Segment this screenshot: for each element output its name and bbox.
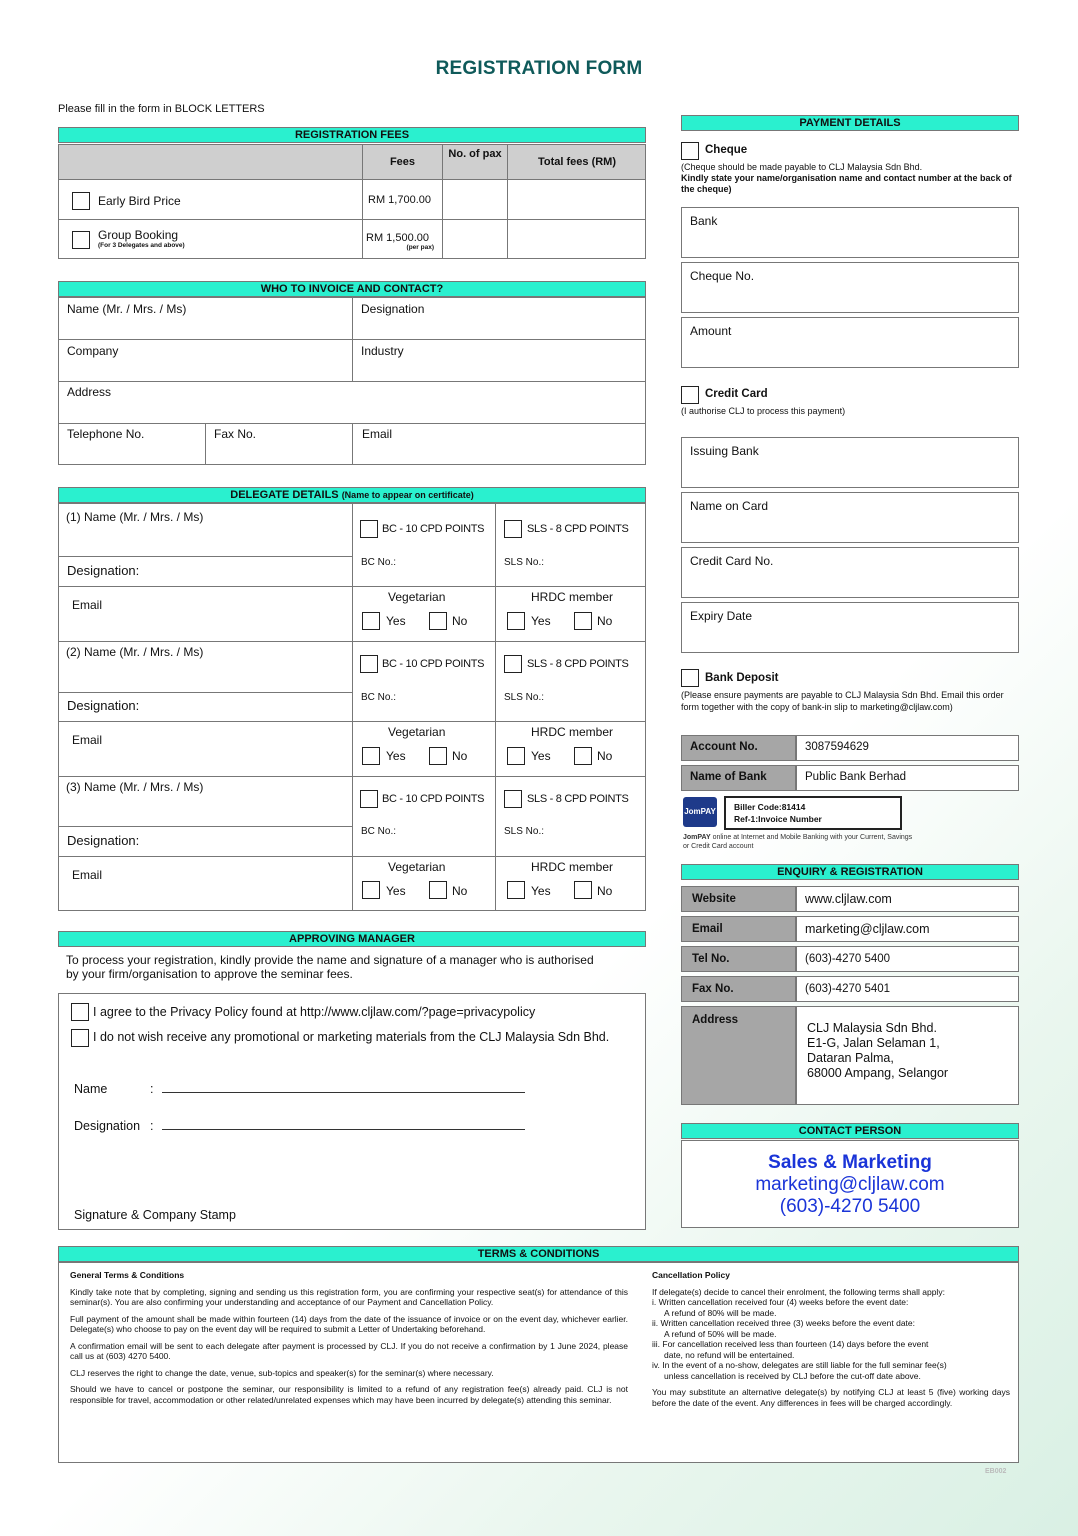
- terms-p3: A confirmation email will be sent to each delegate after payment is processed by CLJ. If you do not receive a confirmation by 1 June 2024, please call us at (603) 4270 5400.: [70, 1340, 628, 1361]
- delegate3-designation-field[interactable]: Designation:: [67, 833, 140, 848]
- no-marketing-label: I do not wish receive any promotional or marketing materials from the CLJ Malaysia Sdn Bhd.: [93, 1030, 610, 1044]
- manager-designation-colon: :: [150, 1119, 154, 1133]
- contact-box: [681, 1140, 1019, 1228]
- manager-name-label: Name: [74, 1082, 108, 1096]
- delegate2-hrdc-yes: Yes: [531, 749, 551, 763]
- delegate-header-note: (Name to appear on certificate): [341, 490, 474, 500]
- amount-label: Amount: [690, 324, 732, 338]
- delegate1-hrdc-no: No: [597, 614, 613, 628]
- privacy-label: I agree to the Privacy Policy found at http://www.cljlaw.com/?page=privacypolicy: [93, 1005, 536, 1019]
- cancel-5: You may substitute an alternative delegate(s) by notifying CLJ at least 5 (five) working days before the date of the event. Any differences in fees will be charged accordingly.: [652, 1387, 1010, 1408]
- approving-header: APPROVING MANAGER: [58, 931, 646, 947]
- terms-p5: Should we have to cancel or postpone the seminar, our responsibility is limited to a refund of any registration fee(s) already paid. CLJ is not responsible for travel, accommodation or other related/unrelated expenses which may have been incurred by delegate(s) attending this seminar.: [70, 1384, 628, 1405]
- delegate2-veg-yes: Yes: [386, 749, 406, 763]
- delegate3-hrdc-label: HRDC member: [531, 860, 614, 874]
- cheque-no-label: Cheque No.: [690, 269, 755, 283]
- delegate2-hrdc-yes-checkbox[interactable]: [507, 747, 525, 765]
- delegate3-veg-no: No: [452, 884, 468, 898]
- delegate1-bc-label: BC - 10 CPD POINTS: [382, 523, 485, 535]
- delegate2-sls-no[interactable]: SLS No.:: [504, 692, 545, 703]
- delegate3-bc-label: BC - 10 CPD POINTS: [382, 793, 485, 805]
- early-bird-label: Early Bird Price: [98, 194, 181, 208]
- delegate-header-title: DELEGATE DETAILS: [230, 489, 339, 501]
- website-value[interactable]: www.cljlaw.com: [796, 886, 1019, 912]
- instruction-text: Please fill in the form in BLOCK LETTERS: [58, 103, 265, 115]
- contact-phone: (603)-4270 5400: [779, 1196, 921, 1217]
- delegate1-sls-label: SLS - 8 CPD POINTS: [527, 523, 629, 535]
- cheque-label: Cheque: [705, 144, 748, 156]
- general-terms-title: General Terms & Conditions: [70, 1270, 185, 1280]
- cancel-3b: date, no refund will be entertained.: [664, 1349, 795, 1360]
- jompay-note-text: online at Internet and Mobile Banking with your Current, Savings or Credit Card account: [683, 834, 913, 850]
- cancellation-title: Cancellation Policy: [652, 1270, 730, 1280]
- cheque-note: [681, 162, 1019, 195]
- enquiry-email-value[interactable]: marketing@cljlaw.com: [796, 916, 1019, 942]
- group-booking-label: Group Booking: [98, 228, 179, 242]
- delegate3-hrdc-no: No: [597, 884, 613, 898]
- signature-label[interactable]: Signature & Company Stamp: [74, 1208, 236, 1222]
- delegate3-hrdc-yes: Yes: [531, 884, 551, 898]
- delegate2-name-field[interactable]: (2) Name (Mr. / Mrs. / Ms): [66, 645, 204, 659]
- amount-field[interactable]: [681, 317, 1019, 368]
- delegate3-sls-checkbox[interactable]: [504, 790, 522, 808]
- delegate-section: [58, 503, 646, 911]
- delegate2-veg-no: No: [452, 749, 468, 763]
- issuing-bank-label: Issuing Bank: [690, 444, 759, 458]
- delegate2-sls-label: SLS - 8 CPD POINTS: [527, 658, 629, 670]
- enquiry-header: ENQUIRY & REGISTRATION: [681, 864, 1019, 880]
- tel-value: (603)-4270 5400: [796, 946, 1019, 972]
- delegate1-veg-no-checkbox[interactable]: [429, 612, 447, 630]
- cancel-2b: A refund of 50% will be made.: [664, 1328, 777, 1339]
- fax-value: (603)-4270 5401: [796, 976, 1019, 1002]
- early-bird-price: RM 1,700.00: [362, 180, 442, 220]
- delegate2-veg-yes-checkbox[interactable]: [362, 747, 380, 765]
- delegate2-veg-label: Vegetarian: [388, 725, 446, 739]
- delegate2-hrdc-label: HRDC member: [531, 725, 614, 739]
- name-on-card-label: Name on Card: [690, 499, 769, 513]
- early-bird-checkbox[interactable]: [72, 192, 90, 210]
- account-no-value: 3087594629: [796, 735, 1019, 761]
- group-pax[interactable]: [442, 220, 507, 259]
- delegate3-sls-label: SLS - 8 CPD POINTS: [527, 793, 629, 805]
- col-fees: Fees: [362, 144, 442, 180]
- delegate1-veg-yes: Yes: [386, 614, 406, 628]
- jompay-note: [683, 834, 913, 851]
- bank-name-value: Public Bank Berhad: [796, 765, 1019, 791]
- bank-label: Bank: [690, 214, 718, 228]
- bank-deposit-note: (Please ensure payments are payable to CLJ Malaysia Sdn Bhd. Email this order form together with the copy of bank-in slip to marketing@cljlaw.com): [681, 690, 1004, 712]
- early-bird-total[interactable]: [507, 180, 646, 220]
- contact-header: CONTACT PERSON: [681, 1123, 1019, 1139]
- delegate3-sls-no[interactable]: SLS No.:: [504, 826, 545, 837]
- delegate1-name-field[interactable]: (1) Name (Mr. / Mrs. / Ms): [66, 510, 204, 524]
- delegate1-hrdc-label: HRDC member: [531, 590, 614, 604]
- delegate2-bc-checkbox[interactable]: [360, 655, 378, 673]
- address-line4: 68000 Ampang, Selangor: [807, 1066, 949, 1080]
- early-bird-pax[interactable]: [442, 180, 507, 220]
- cancel-1: i. Written cancellation received four (4) weeks before the event date:: [652, 1297, 909, 1307]
- bank-deposit-checkbox[interactable]: [681, 669, 699, 687]
- name-on-card-field[interactable]: [681, 492, 1019, 543]
- privacy-checkbox[interactable]: [71, 1003, 89, 1021]
- cheque-note-line1: (Cheque should be made payable to CLJ Malaysia Sdn Bhd.: [681, 162, 923, 172]
- cancel-4: iv. In the event of a no-show, delegates are still liable for the full seminar fee(s): [652, 1360, 947, 1370]
- manager-name-input[interactable]: [162, 1092, 525, 1093]
- cancellation-policy: [652, 1270, 1010, 1408]
- delegate3-email-field[interactable]: Email: [72, 868, 103, 882]
- delegate1-veg-no: No: [452, 614, 468, 628]
- cancel-intro: If delegate(s) decide to cancel their enrolment, the following terms shall apply:: [652, 1286, 945, 1297]
- delegate1-hrdc-yes: Yes: [531, 614, 551, 628]
- delegate3-hrdc-no-checkbox[interactable]: [574, 881, 592, 899]
- form-title: REGISTRATION FORM: [435, 58, 643, 79]
- group-booking-price: RM 1,500.00: [366, 232, 429, 244]
- credit-card-checkbox[interactable]: [681, 386, 699, 404]
- invoice-designation-field[interactable]: Designation: [361, 302, 425, 316]
- delegate1-designation-field[interactable]: Designation:: [67, 563, 140, 578]
- delegate3-veg-yes-checkbox[interactable]: [362, 881, 380, 899]
- fees-table: [58, 144, 646, 259]
- manager-designation-label: Designation: [74, 1119, 141, 1133]
- delegate1-email-field[interactable]: Email: [72, 598, 103, 612]
- invoice-telephone-field[interactable]: Telephone No.: [67, 427, 145, 441]
- delegate1-sls-no[interactable]: SLS No.:: [504, 557, 545, 568]
- address-line1: CLJ Malaysia Sdn Bhd.: [807, 1021, 937, 1035]
- delegate3-veg-label: Vegetarian: [388, 860, 446, 874]
- bank-name-label: Name of Bank: [681, 765, 796, 791]
- cheque-no-field[interactable]: [681, 262, 1019, 313]
- manager-name-colon: :: [150, 1082, 154, 1096]
- delegate1-veg-yes-checkbox[interactable]: [362, 612, 380, 630]
- cancel-1b: A refund of 80% will be made.: [664, 1307, 777, 1318]
- biller-ref: Ref-1:Invoice Number: [734, 814, 822, 824]
- delegate2-email-field[interactable]: Email: [72, 733, 103, 747]
- address-line2: E1-G, Jalan Selaman 1,: [807, 1036, 940, 1050]
- group-price-cell: [362, 220, 442, 259]
- address-label: Address: [681, 1006, 796, 1105]
- contact-name: Sales & Marketing: [768, 1152, 932, 1173]
- expiry-date-field[interactable]: [681, 602, 1019, 653]
- cheque-note-line2: Kindly state your name/organisation name and contact number at the back of the cheque): [681, 173, 1012, 194]
- tel-label: Tel No.: [681, 946, 796, 972]
- delegate3-name-field[interactable]: (3) Name (Mr. / Mrs. / Ms): [66, 780, 204, 794]
- delegate2-bc-no[interactable]: BC No.:: [361, 692, 397, 703]
- invoice-industry-field[interactable]: Industry: [361, 344, 404, 358]
- registration-fees-header: REGISTRATION FEES: [58, 127, 646, 143]
- delegate2-hrdc-no: No: [597, 749, 613, 763]
- delegate3-bc-checkbox[interactable]: [360, 790, 378, 808]
- enquiry-email-label: Email: [681, 916, 796, 942]
- delegate1-hrdc-no-checkbox[interactable]: [574, 612, 592, 630]
- group-booking-note: (For 3 Delegates and above): [98, 242, 185, 249]
- group-booking-checkbox[interactable]: [72, 231, 90, 249]
- biller-code: Biller Code:81414: [734, 802, 806, 812]
- delegate1-bc-checkbox[interactable]: [360, 520, 378, 538]
- delegate2-designation-field[interactable]: Designation:: [67, 698, 140, 713]
- delegate3-bc-no[interactable]: BC No.:: [361, 826, 397, 837]
- no-marketing-checkbox[interactable]: [71, 1029, 89, 1047]
- terms-p4: CLJ reserves the right to change the date, venue, sub-topics and speaker(s) for the seminar(s) where necessary.: [70, 1367, 494, 1378]
- credit-card-no-field[interactable]: [681, 547, 1019, 598]
- delegate1-hrdc-yes-checkbox[interactable]: [507, 612, 525, 630]
- cancel-4b: unless cancellation is received by CLJ before the cut-off date above.: [664, 1370, 921, 1381]
- biller-box: [724, 796, 902, 830]
- delegate3-veg-yes: Yes: [386, 884, 406, 898]
- website-label: Website: [681, 886, 796, 912]
- address-line3: Dataran Palma,: [807, 1051, 894, 1065]
- fax-label: Fax No.: [681, 976, 796, 1002]
- delegate2-sls-checkbox[interactable]: [504, 655, 522, 673]
- general-terms: [70, 1270, 628, 1405]
- terms-p1: Kindly take note that by completing, signing and sending us this registration form, you are confirming your respective seat(s) for attendance of this seminar(s). You are also confirming your understanding and acceptance of our Payment and Cancellation Policy.: [70, 1286, 628, 1307]
- group-total[interactable]: [507, 220, 646, 259]
- bank-deposit-label: Bank Deposit: [705, 672, 779, 684]
- contact-email[interactable]: marketing@cljlaw.com: [755, 1174, 945, 1195]
- manager-designation-input[interactable]: [162, 1129, 525, 1130]
- account-no-label: Account No.: [681, 735, 796, 761]
- invoice-header: WHO TO INVOICE AND CONTACT?: [58, 281, 646, 297]
- delegate3-veg-no-checkbox[interactable]: [429, 881, 447, 899]
- delegate2-veg-no-checkbox[interactable]: [429, 747, 447, 765]
- delegate2-hrdc-no-checkbox[interactable]: [574, 747, 592, 765]
- issuing-bank-field[interactable]: [681, 437, 1019, 488]
- approving-box: [58, 993, 646, 1230]
- credit-card-note: (I authorise CLJ to process this payment): [681, 406, 846, 416]
- payment-header: PAYMENT DETAILS: [681, 115, 1019, 131]
- terms-p2: Full payment of the amount shall be made within fourteen (14) days from the date of the issuance of invoice or on the event day, whichever earlier. Delegate(s) who choose to pay on the event day will be required to submit a Letter of Undertaking beforehand.: [70, 1313, 628, 1334]
- expiry-date-label: Expiry Date: [690, 609, 753, 623]
- invoice-email-field[interactable]: Email: [362, 427, 393, 441]
- delegate-header: [58, 487, 646, 503]
- invoice-section: [58, 297, 646, 465]
- delegate1-veg-label: Vegetarian: [388, 590, 446, 604]
- delegate1-bc-no[interactable]: BC No.:: [361, 557, 397, 568]
- invoice-fax-field[interactable]: Fax No.: [214, 427, 257, 441]
- footer-code: EB002: [985, 1468, 1007, 1475]
- jompay-logo: JomPAY: [683, 797, 717, 827]
- address-value: [796, 1006, 1019, 1105]
- cancel-3: iii. For cancellation received less than fourteen (14) days before the event: [652, 1339, 929, 1349]
- invoice-company-field[interactable]: Company: [67, 344, 119, 358]
- jompay-note-bold: JomPAY: [683, 834, 711, 841]
- delegate2-bc-label: BC - 10 CPD POINTS: [382, 658, 485, 670]
- group-per-pax: (per pax): [406, 244, 434, 251]
- col-total: Total fees (RM): [507, 144, 646, 180]
- credit-card-label: Credit Card: [705, 388, 768, 400]
- col-pax: No. of pax: [442, 144, 507, 180]
- delegate3-hrdc-yes-checkbox[interactable]: [507, 881, 525, 899]
- cheque-checkbox[interactable]: [681, 142, 699, 160]
- invoice-address-field[interactable]: Address: [67, 385, 112, 399]
- credit-card-no-label: Credit Card No.: [690, 554, 774, 568]
- terms-header: TERMS & CONDITIONS: [58, 1246, 1019, 1262]
- approving-text: To process your registration, kindly provide the name and signature of a manager who is authorised by your firm/organisation to approve the seminar fees.: [66, 953, 594, 981]
- cancel-2: ii. Written cancellation received three (3) weeks before the event date:: [652, 1318, 916, 1328]
- delegate1-sls-checkbox[interactable]: [504, 520, 522, 538]
- invoice-name-field[interactable]: Name (Mr. / Mrs. / Ms): [67, 302, 187, 316]
- bank-field[interactable]: [681, 207, 1019, 258]
